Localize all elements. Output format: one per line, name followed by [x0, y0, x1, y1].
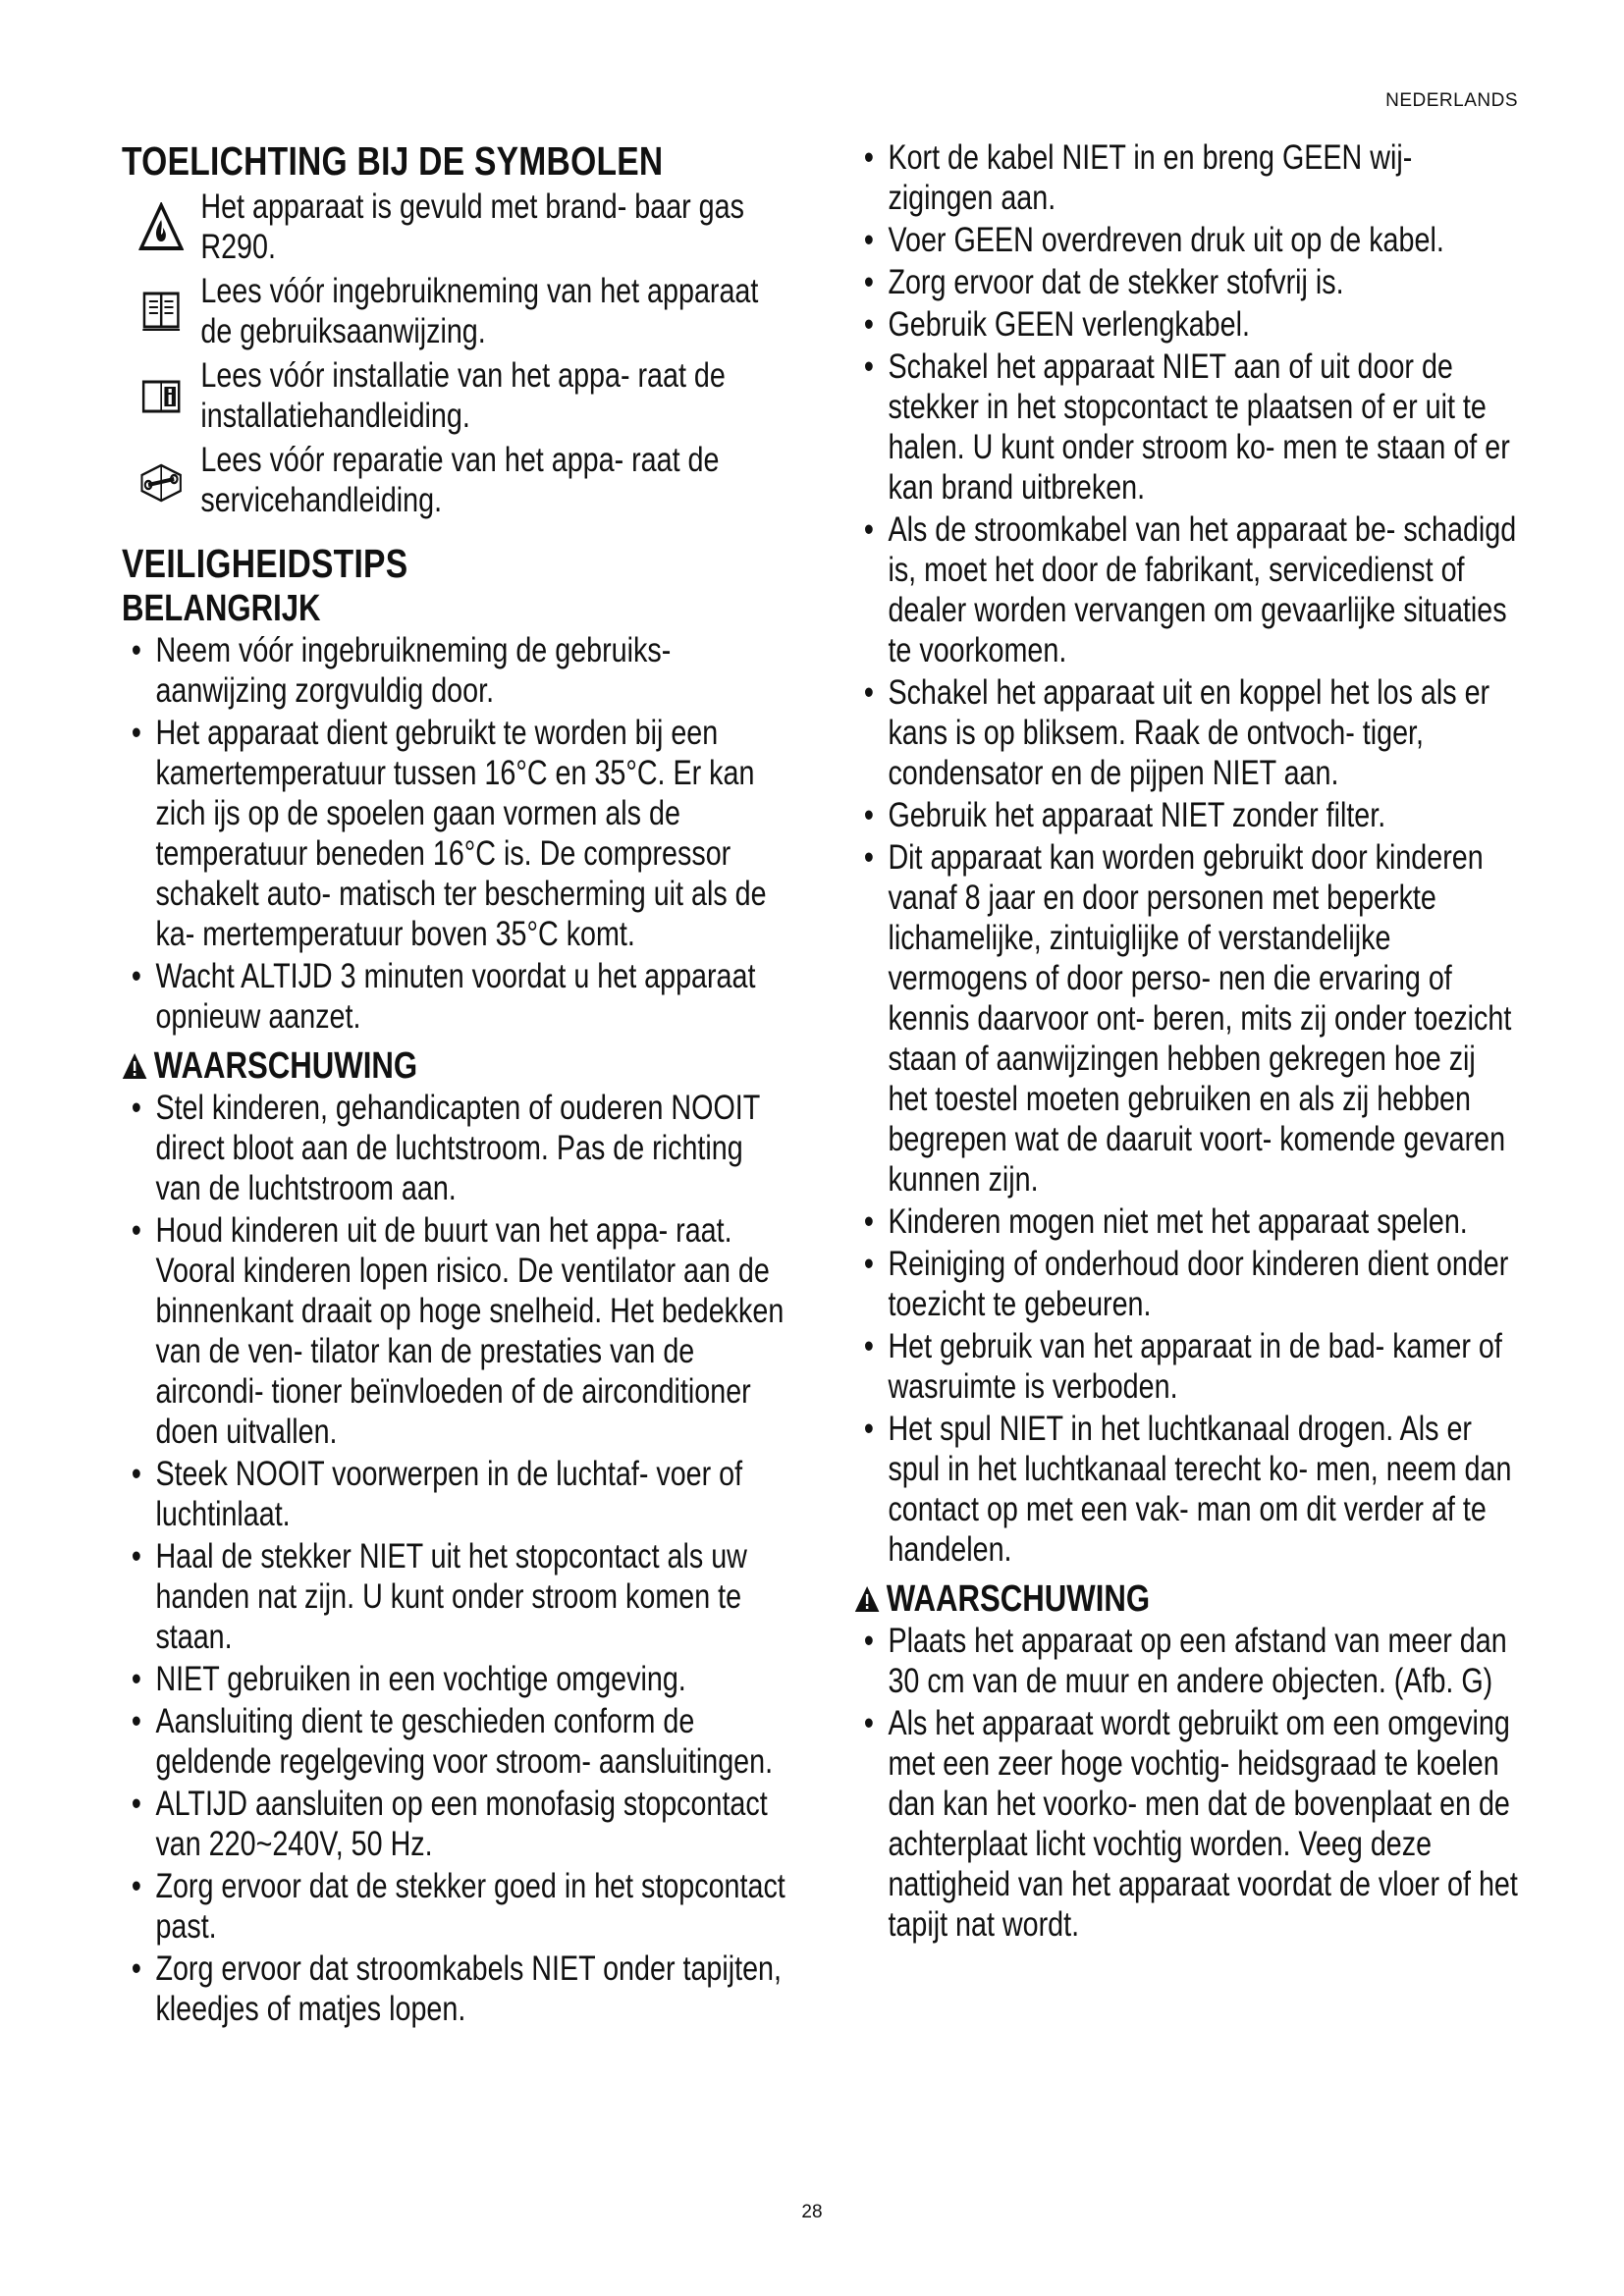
symbol-row-user-manual: [122, 271, 789, 351]
symbol-text: Lees vóór installatie van het appa- raat de installatiehandleiding.: [200, 356, 726, 435]
warning-list-2: [854, 1621, 1522, 1945]
list-item: • Voer GEEN overdreven druk uit op de kabel.: [863, 221, 1444, 259]
list-item: • Houd kinderen uit de buurt van het appa- raat. Vooral kinderen lopen risico. De ventilator aan de binnenkant draait op hoge snelheid. Het bedekken van de ven- tilator kan de prestaties van de aircondi- tioner beïnvloeden of de airconditioner doen uitvallen.: [131, 1211, 785, 1451]
symbol-text: Het apparaat is gevuld met brand- baar gas R290.: [200, 187, 744, 266]
list-item: • Het gebruik van het apparaat in de bad- kamer of wasruimte is verboden.: [863, 1327, 1502, 1406]
list-item: • Kinderen mogen niet met het apparaat spelen.: [863, 1202, 1468, 1241]
right-column: [854, 137, 1522, 1947]
list-item: • Aansluiting dient te geschieden conform de geldende regelgeving voor stroom- aansluitingen.: [131, 1702, 774, 1781]
user-manual-book-icon: [122, 271, 200, 351]
safety-title: VEILIGHEIDSTIPS: [122, 541, 408, 586]
important-heading: BELANGRIJK: [122, 588, 321, 629]
installation-manual-info-icon: [122, 355, 200, 436]
list-item: • Het spul NIET in het luchtkanaal drogen. Als er spul in het luchtkanaal terecht ko- men, neem dan contact op met een vak- man om dit verder af te handelen.: [863, 1410, 1512, 1569]
list-item: • Haal de stekker NIET uit het stopcontact als uw handen nat zijn. U kunt onder stroom komen te staan.: [131, 1537, 747, 1656]
symbol-text: Lees vóór ingebruikneming van het apparaat de gebruiksaanwijzing.: [200, 272, 759, 350]
list-item: • Zorg ervoor dat de stekker stofvrij is.: [863, 263, 1344, 301]
list-item: • Zorg ervoor dat stroomkabels NIET onder tapijten, kleedjes of matjes lopen.: [131, 1949, 783, 2028]
warning-heading-2: WAARSCHUWING: [854, 1577, 1522, 1621]
list-item: • Steek NOOIT voorwerpen in de luchtaf- voer of luchtinlaat.: [131, 1455, 743, 1533]
list-item: • Plaats het apparaat op een afstand van meer dan 30 cm van de muur en andere objecten. (Afb. G): [863, 1622, 1507, 1700]
list-item: • Wacht ALTIJD 3 minuten voordat u het apparaat opnieuw aanzet.: [131, 957, 756, 1036]
list-item: • NIET gebruiken in een vochtige omgeving.: [131, 1660, 686, 1698]
warning-list-1: [122, 1088, 789, 2029]
symbol-row-flammable: [122, 187, 789, 267]
service-manual-wrench-icon: [122, 440, 200, 520]
page-number: 28: [801, 2202, 823, 2222]
list-item: • Kort de kabel NIET in en breng GEEN wij- zigingen aan.: [863, 138, 1413, 217]
symbols-title: TOELICHTING BIJ DE SYMBOLEN: [122, 138, 664, 184]
warning-triangle-icon: [854, 1585, 880, 1613]
symbol-row-service-manual: [122, 440, 789, 520]
warning-heading-1: WAARSCHUWING: [122, 1044, 789, 1088]
list-item: • Schakel het apparaat uit en koppel het los als er kans is op bliksem. Raak de ontvoch- tiger, condensator en de pijpen NIET aan.: [863, 673, 1490, 792]
list-item: • Stel kinderen, gehandicapten of ouderen NOOIT direct bloot aan de luchtstroom. Pas de richting van de luchtstroom aan.: [131, 1089, 760, 1207]
list-item: • Als het apparaat wordt gebruikt om een omgeving met een zeer hoge vochtig- heidsgraad te koelen dan kan het voorko- men dat de bovenplaat en de achterplaat licht vochtig worden. Veeg deze nattigheid van het apparaat voordat de vloer of het tapijt nat wordt.: [863, 1704, 1518, 1944]
list-item: • Zorg ervoor dat de stekker goed in het stopcontact past.: [131, 1867, 785, 1946]
list-item: • Reiniging of onderhoud door kinderen dient onder toezicht te gebeuren.: [863, 1245, 1509, 1323]
important-list: [122, 630, 789, 1037]
flammable-gas-warning-icon: [122, 187, 200, 267]
list-item: • ALTIJD aansluiten op een monofasig stopcontact van 220~240V, 50 Hz.: [131, 1785, 768, 1863]
list-item: • Dit apparaat kan worden gebruikt door kinderen vanaf 8 jaar en door personen met beperkte lichamelijke, zintuiglijke of verstandelijke vermogens of door perso- nen die ervaring of kennis daarvoor ont- beren, mits zij onder toezicht staan of aanwijzingen hebben gekregen hoe zij het toestel moeten gebruiken en als zij hebben begrepen wat de daaruit voort- komende gevaren kunnen zijn.: [863, 838, 1512, 1199]
warning-list-1-continued: [854, 137, 1522, 1570]
language-label: NEDERLANDS: [1385, 90, 1518, 111]
list-item: • Gebruik het apparaat NIET zonder filter.: [863, 796, 1386, 834]
symbol-text: Lees vóór reparatie van het appa- raat de servicehandleiding.: [200, 441, 720, 519]
list-item: • Schakel het apparaat NIET aan of uit door de stekker in het stopcontact te plaatsen of er uit te halen. U kunt onder stroom ko- men te staan of er kan brand uitbreken.: [863, 347, 1510, 507]
symbol-row-installation-manual: [122, 355, 789, 436]
left-column: [122, 137, 789, 2031]
list-item: • Het apparaat dient gebruikt te worden bij een kamertemperatuur tussen 16°C en 35°C. Er kan zich ijs op de spoelen gaan vormen als de temperatuur beneden 16°C is. De compressor schakelt auto- matisch ter bescherming uit als de ka- mertemperatuur boven 35°C komt.: [131, 714, 767, 953]
warning-triangle-icon: [122, 1052, 147, 1080]
list-item: • Gebruik GEEN verlengkabel.: [863, 305, 1250, 344]
list-item: • Als de stroomkabel van het apparaat be- schadigd is, moet het door de fabrikant, servicedienst of dealer worden vervangen om gevaarlijke situaties te voorkomen.: [863, 510, 1517, 669]
list-item: • Neem vóór ingebruikneming de gebruiks- aanwijzing zorgvuldig door.: [131, 631, 672, 710]
